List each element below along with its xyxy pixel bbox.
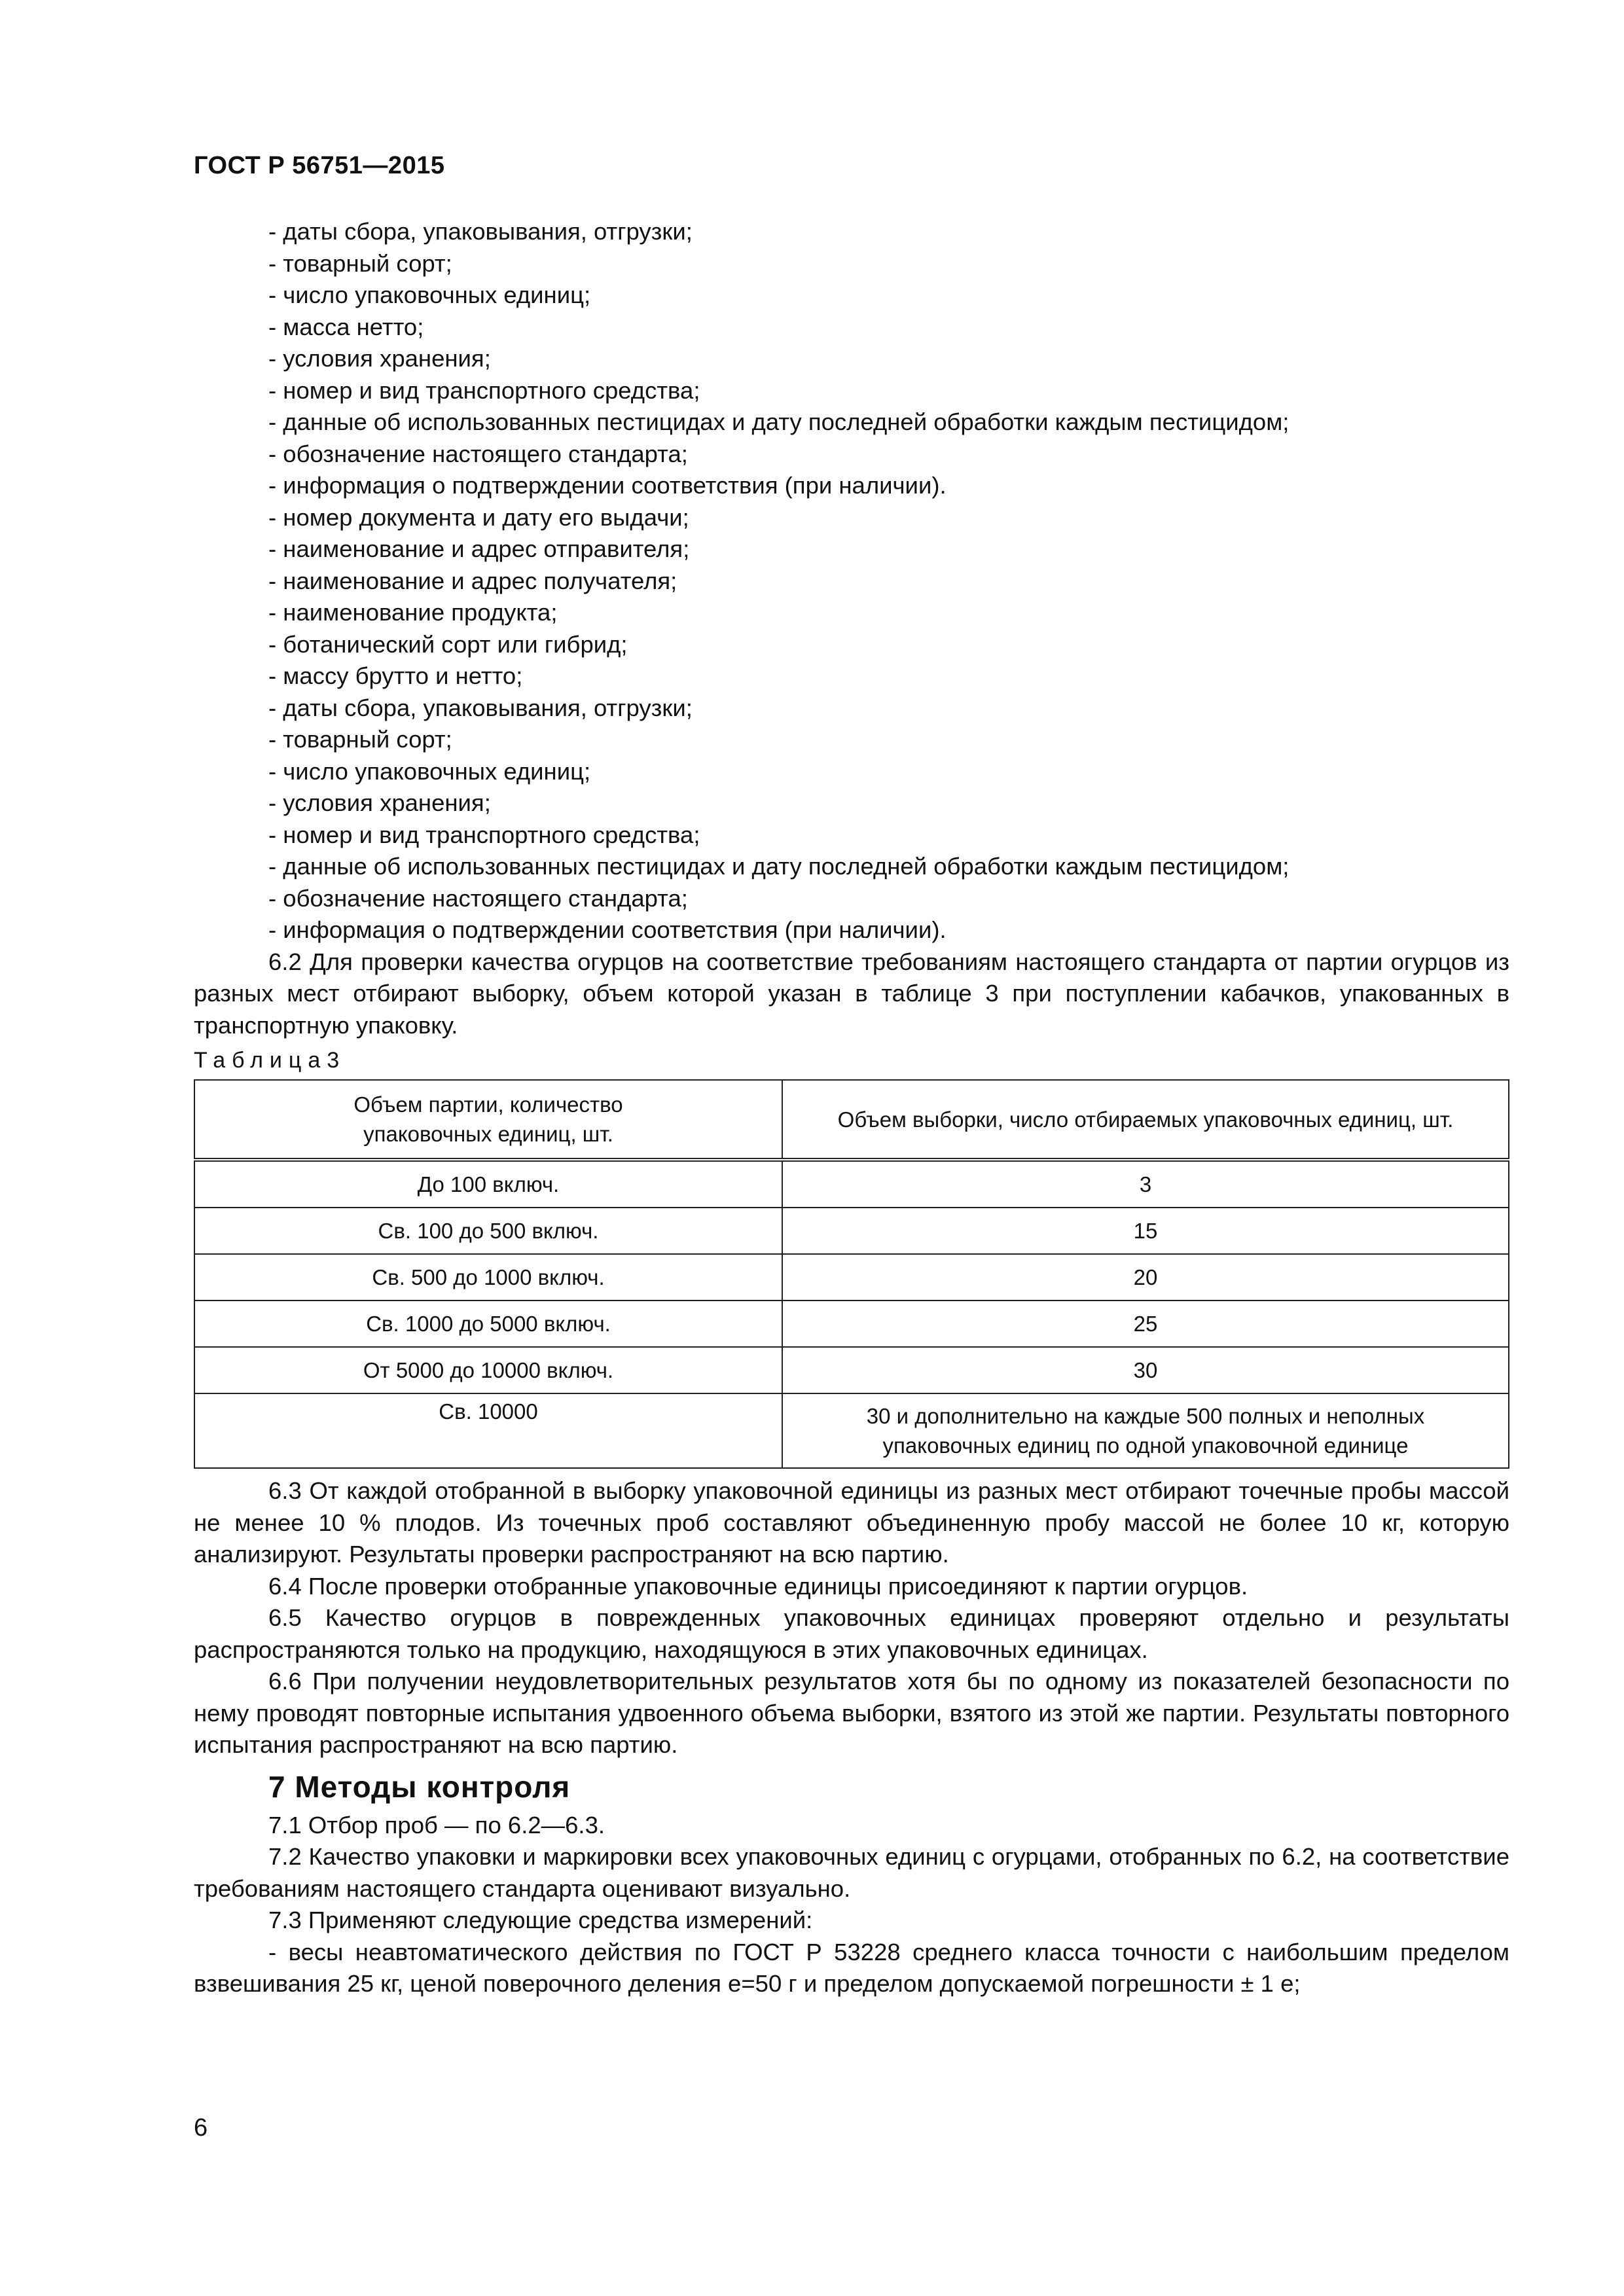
table-header-cell <box>782 1080 1509 1160</box>
paragraph-6-3: 6.3 От каждой отобранной в выборку упаковочной единицы из разных мест отбирают точечные пробы массой не менее 10 % плодов. Из точечных проб составляют объединенную пробу массой не более 10 кг, которую анализируют. Результаты проверки распространяют на всю партию. <box>194 1477 1509 1568</box>
table-row <box>194 1254 1509 1300</box>
list-item: - данные об использованных пестицидах и дату последней обработки каждым пестицидом; <box>268 408 1290 435</box>
sampling-table <box>194 1079 1509 1469</box>
page-content <box>194 216 1509 2000</box>
table-cell-sample: 20 <box>782 1254 1509 1300</box>
list-item: - товарный сорт; <box>268 249 452 277</box>
list-item: - обозначение настоящего стандарта; <box>268 884 688 912</box>
list-item: - номер и вид транспортного средства; <box>268 821 700 848</box>
paragraph-6-6: 6.6 При получении неудовлетворительных результатов хотя бы по одному из показателей безопасности по нему проводят повторные испытания удвоенного объема выборки, взятого из этой же партии. Результаты повторного испытания распространяют на всю партию. <box>194 1668 1509 1758</box>
paragraph-6-5: 6.5 Качество огурцов в поврежденных упаковочных единицах проверяют отдельно и результаты распространяются только на продукцию, находящуюся в этих упаковочных единицах. <box>194 1604 1509 1663</box>
table-row <box>194 1208 1509 1254</box>
paragraph-7-1: 7.1 Отбор проб — по 6.2—6.3. <box>268 1811 605 1839</box>
list-item: - наименование и адрес отправителя; <box>268 535 690 562</box>
paragraph-6-2: 6.2 Для проверки качества огурцов на соответствие требованиям настоящего стандарта от партии огурцов из разных мест отбирают выборку, объем которой указан в таблице 3 при поступлении кабачков, упакованных в транспортную упаковку. <box>194 948 1509 1039</box>
table-cell-lot: Св. 500 до 1000 включ. <box>194 1254 782 1300</box>
table-cell-sample: 3 <box>782 1160 1509 1208</box>
list-item: - наименование продукта; <box>268 599 558 626</box>
paragraph-7-2: 7.2 Качество упаковки и маркировки всех упаковочных единиц с огурцами, отобранных по 6.2, на соответствие требованиям настоящего стандарта оценивают визуально. <box>194 1843 1509 1902</box>
table-header-cell <box>194 1080 782 1160</box>
table-header-lot-size: Объем партии, количество упаковочных единиц, шт. <box>353 1092 623 1146</box>
list-item: - условия хранения; <box>268 789 491 816</box>
requirements-list <box>194 216 1509 946</box>
list-item: - условия хранения; <box>268 345 491 372</box>
list-item: - номер и вид транспортного средства; <box>268 376 700 404</box>
list-item: - ботанический сорт или гибрид; <box>268 630 628 658</box>
table-row <box>194 1347 1509 1393</box>
table-cell-lot: Св. 100 до 500 включ. <box>194 1208 782 1254</box>
table-cell-sample <box>782 1393 1509 1468</box>
table-cell-sample: 30 <box>782 1347 1509 1393</box>
table-row <box>194 1160 1509 1208</box>
table-cell-lot: Св. 1000 до 5000 включ. <box>194 1300 782 1347</box>
document-code: ГОСТ Р 56751—2015 <box>194 152 445 179</box>
section-title: 7 Методы контроля <box>268 1769 571 1804</box>
table-cell-sample: 15 <box>782 1208 1509 1254</box>
list-item: - информация о подтверждении соответствия (при наличии). <box>268 916 947 943</box>
table-header-sample-size: Объем выборки, число отбираемых упаковочных единиц, шт. <box>837 1107 1454 1132</box>
table-cell-lot: До 100 включ. <box>194 1160 782 1208</box>
paragraph-6-4: 6.4 После проверки отобранные упаковочные единицы присоединяют к партии огурцов. <box>268 1572 1248 1600</box>
table-cell-sample: 25 <box>782 1300 1509 1347</box>
list-item: - наименование и адрес получателя; <box>268 567 677 594</box>
table-cell-lot: От 5000 до 10000 включ. <box>194 1347 782 1393</box>
list-item: - номер документа и дату его выдачи; <box>268 503 689 531</box>
paragraph-7-3-item: - весы неавтоматического действия по ГОСТ Р 53228 среднего класса точности с наибольшим пределом взвешивания 25 кг, ценой поверочного деления е=50 г и пределом допускаемой погрешности ± 1 е; <box>194 1938 1509 1997</box>
table-header-row <box>194 1080 1509 1160</box>
table-cell-lot: Св. 10000 <box>194 1393 782 1468</box>
list-item: - даты сбора, упаковывания, отгрузки; <box>268 218 693 245</box>
table-row <box>194 1300 1509 1347</box>
list-item: - обозначение настоящего стандарта; <box>268 440 688 467</box>
list-item: - масса нетто; <box>268 313 424 340</box>
list-item: - товарный сорт; <box>268 726 452 753</box>
list-item: - число упаковочных единиц; <box>268 281 591 308</box>
paragraph-7-3: 7.3 Применяют следующие средства измерений: <box>268 1907 813 1933</box>
page-number: 6 <box>194 2114 208 2142</box>
list-item: - массу брутто и нетто; <box>268 662 523 689</box>
list-item: - число упаковочных единиц; <box>268 757 591 785</box>
list-item: - даты сбора, упаковывания, отгрузки; <box>268 694 693 721</box>
table-row <box>194 1393 1509 1468</box>
table-cell-sample-text: 30 и дополнительно на каждые 500 полных и неполных упаковочных единиц по одной упаковочной единице <box>866 1404 1425 1458</box>
list-item: - информация о подтверждении соответствия (при наличии). <box>268 472 947 499</box>
list-item: - данные об использованных пестицидах и дату последней обработки каждым пестицидом; <box>268 853 1290 880</box>
table-caption: Таблица3 <box>194 1048 346 1073</box>
